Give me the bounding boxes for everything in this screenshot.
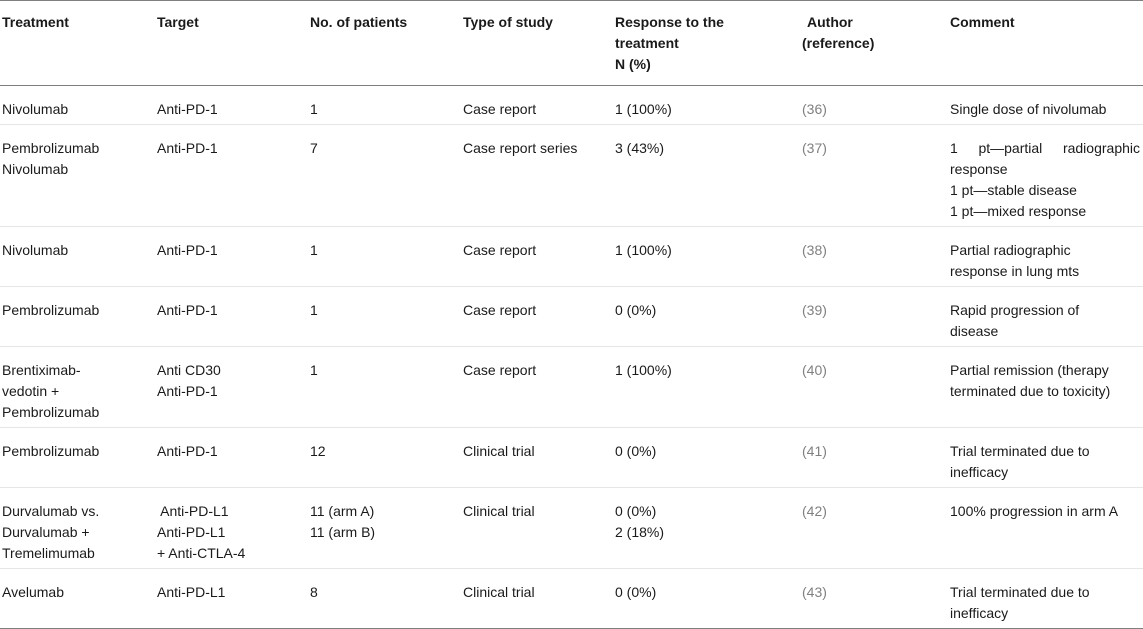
study-type-cell — [461, 488, 613, 569]
reference-link[interactable]: (42) — [802, 503, 827, 519]
treatment-line: Durvalumab vs. — [2, 503, 100, 519]
study-type-line: Clinical trial — [463, 503, 535, 519]
header-treatment: Treatment — [0, 1, 155, 86]
comment-line: Single dose of nivolumab — [950, 101, 1107, 117]
study-type-line: Clinical trial — [463, 584, 535, 600]
treatment-cell — [0, 287, 155, 347]
header-response: Response to the treatment N (%) — [613, 1, 800, 86]
comment-line: inefficacy — [950, 605, 1009, 621]
comment-line: 100% progression in arm A — [950, 503, 1119, 519]
patients-line: 7 — [310, 140, 318, 156]
comment-cell — [948, 227, 1143, 287]
treatment-line: vedotin + — [2, 383, 60, 399]
header-patients: No. of patients — [308, 1, 461, 86]
study-type-cell — [461, 86, 613, 125]
patients-line: 11 (arm B) — [310, 524, 376, 540]
study-type-cell — [461, 287, 613, 347]
study-type-cell — [461, 428, 613, 488]
comment-cell — [948, 86, 1143, 125]
treatment-cell — [0, 347, 155, 428]
treatment-line: Pembrolizumab — [2, 404, 100, 420]
reference-link[interactable]: (43) — [802, 584, 827, 600]
response-cell — [613, 227, 800, 287]
reference-link[interactable]: (38) — [802, 242, 827, 258]
target-cell — [155, 428, 308, 488]
treatment-cell — [0, 428, 155, 488]
patients-cell — [308, 347, 461, 428]
target-line: + Anti-CTLA-4 — [157, 545, 246, 561]
treatment-line: Pembrolizumab — [2, 443, 100, 459]
comment-line: disease — [950, 323, 999, 339]
response-cell — [613, 287, 800, 347]
study-type-cell — [461, 125, 613, 227]
target-line: Anti-PD-1 — [157, 140, 218, 156]
reference-link[interactable]: (39) — [802, 302, 827, 318]
comment-cell — [948, 287, 1143, 347]
header-target: Target — [155, 1, 308, 86]
response-cell — [613, 488, 800, 569]
patients-cell — [308, 125, 461, 227]
treatment-line: Durvalumab + — [2, 524, 90, 540]
patients-line: 12 — [310, 443, 326, 459]
table-row — [0, 488, 1143, 569]
patients-line: 1 — [310, 362, 318, 378]
response-line: 2 (18%) — [615, 524, 665, 540]
treatment-line: Nivolumab — [2, 101, 69, 117]
comment-line: Trial terminated due to — [950, 584, 1090, 600]
response-line: 1 (100%) — [615, 242, 672, 258]
reference-link[interactable]: (40) — [802, 362, 827, 378]
comment-line: inefficacy — [950, 464, 1009, 480]
patients-line: 8 — [310, 584, 318, 600]
target-cell — [155, 347, 308, 428]
treatment-cell — [0, 488, 155, 569]
treatment-line: Nivolumab — [2, 242, 69, 258]
comment-cell — [948, 488, 1143, 569]
table-row — [0, 125, 1143, 227]
header-study-type: Type of study — [461, 1, 613, 86]
comment-line: response — [950, 161, 1008, 177]
treatment-line: Nivolumab — [2, 161, 69, 177]
response-cell — [613, 569, 800, 629]
study-type-cell — [461, 347, 613, 428]
target-cell — [155, 488, 308, 569]
comment-line: Trial terminated due to — [950, 443, 1090, 459]
treatment-line: Tremelimumab — [2, 545, 95, 561]
treatment-line: Pembrolizumab — [2, 140, 100, 156]
table-row — [0, 569, 1143, 629]
study-type-line: Case report series — [463, 140, 578, 156]
table-row — [0, 347, 1143, 428]
reference-cell — [800, 428, 948, 488]
reference-cell — [800, 86, 948, 125]
comment-line: 1 pt—stable disease — [950, 182, 1077, 198]
patients-cell — [308, 86, 461, 125]
patients-cell — [308, 569, 461, 629]
treatment-cell — [0, 569, 155, 629]
reference-link[interactable]: (41) — [802, 443, 827, 459]
target-line: Anti-PD-L1 — [157, 503, 229, 519]
table-row — [0, 428, 1143, 488]
response-cell — [613, 428, 800, 488]
reference-link[interactable]: (37) — [802, 140, 827, 156]
response-line: 0 (0%) — [615, 302, 657, 318]
target-line: Anti-PD-L1 — [157, 524, 226, 540]
comment-line: terminated due to toxicity) — [950, 383, 1111, 399]
target-line: Anti-PD-1 — [157, 443, 218, 459]
target-line: Anti-PD-1 — [157, 302, 218, 318]
comment-line: Rapid progression of — [950, 302, 1080, 318]
reference-cell — [800, 347, 948, 428]
treatment-line: Brentiximab- — [2, 362, 81, 378]
reference-cell — [800, 569, 948, 629]
study-type-cell — [461, 569, 613, 629]
reference-cell — [800, 125, 948, 227]
patients-cell — [308, 287, 461, 347]
comment-cell — [948, 125, 1143, 227]
response-cell — [613, 347, 800, 428]
response-line: 1 (100%) — [615, 101, 672, 117]
header-row — [0, 1, 1143, 86]
treatment-line: Pembrolizumab — [2, 302, 100, 318]
reference-cell — [800, 227, 948, 287]
target-cell — [155, 125, 308, 227]
study-type-cell — [461, 227, 613, 287]
response-line: 0 (0%) — [615, 584, 657, 600]
comment-line: 1 pt—mixed response — [950, 203, 1087, 219]
header-comment: Comment — [948, 1, 1143, 86]
target-line: Anti CD30 — [157, 362, 221, 378]
comment-line: Partial remission (therapy — [950, 362, 1109, 378]
patients-line: 1 — [310, 242, 318, 258]
target-cell — [155, 569, 308, 629]
table-row — [0, 227, 1143, 287]
reference-cell — [800, 488, 948, 569]
patients-cell — [308, 428, 461, 488]
treatment-cell — [0, 227, 155, 287]
comment-line: response in lung mts — [950, 263, 1080, 279]
header-author: Author (reference) — [800, 1, 948, 86]
study-type-line: Case report — [463, 302, 537, 318]
study-type-line: Case report — [463, 101, 537, 117]
response-line: 0 (0%) — [615, 503, 657, 519]
comment-cell — [948, 569, 1143, 629]
study-type-line: Case report — [463, 362, 537, 378]
treatment-cell — [0, 86, 155, 125]
patients-line: 1 — [310, 101, 318, 117]
patients-cell — [308, 488, 461, 569]
response-line: 0 (0%) — [615, 443, 657, 459]
patients-line: 1 — [310, 302, 318, 318]
response-line: 3 (43%) — [615, 140, 665, 156]
target-line: Anti-PD-L1 — [157, 584, 226, 600]
comment-cell — [948, 347, 1143, 428]
table-row — [0, 287, 1143, 347]
treatment-cell — [0, 125, 155, 227]
patients-cell — [308, 227, 461, 287]
response-cell — [613, 86, 800, 125]
treatment-line: Avelumab — [2, 584, 65, 600]
reference-cell — [800, 287, 948, 347]
response-cell — [613, 125, 800, 227]
target-cell — [155, 227, 308, 287]
table-row — [0, 86, 1143, 125]
study-type-line: Clinical trial — [463, 443, 535, 459]
comment-cell — [948, 428, 1143, 488]
reference-link[interactable]: (36) — [802, 101, 827, 117]
target-line: Anti-PD-1 — [157, 242, 218, 258]
target-line: Anti-PD-1 — [157, 383, 218, 399]
comment-line: 1 pt—partial radiographic — [950, 140, 1140, 156]
target-cell — [155, 86, 308, 125]
response-line: 1 (100%) — [615, 362, 672, 378]
comment-line: Partial radiographic — [950, 242, 1071, 258]
study-type-line: Case report — [463, 242, 537, 258]
target-cell — [155, 287, 308, 347]
patients-line: 11 (arm A) — [310, 503, 375, 519]
target-line: Anti-PD-1 — [157, 101, 218, 117]
